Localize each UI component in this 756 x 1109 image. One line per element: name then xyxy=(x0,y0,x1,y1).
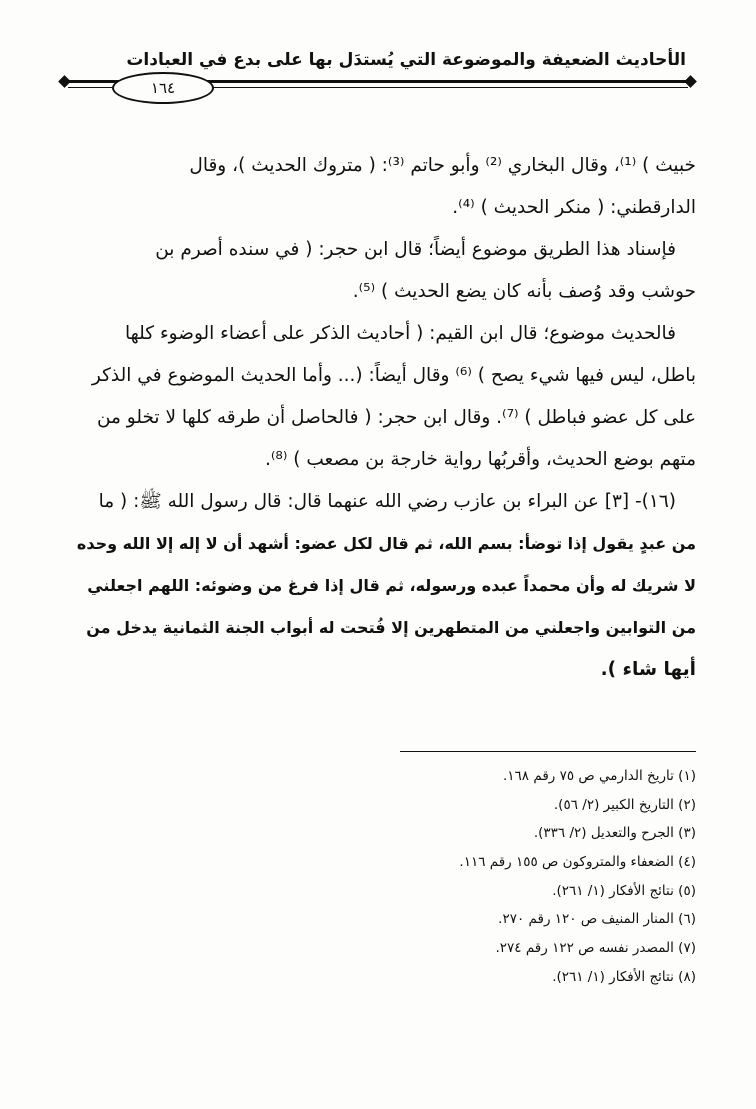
footnote-3: (٣) الجرح والتعديل (٢/ ٣٣٦). xyxy=(533,825,696,842)
text-line: على كل عضو فباطل ) ⁽⁷⁾. وقال ابن حجر: ( فالحاصل أن طرقه كلها لا تخلو من xyxy=(96,407,696,428)
right-diamond-ornament xyxy=(684,75,697,88)
footnote-separator xyxy=(400,751,696,752)
text-line: فالحديث موضوع؛ قال ابن القيم: ( أحاديث الذكر على أعضاء الوضوء كلها xyxy=(125,323,676,344)
footnote-7: (٧) المصدر نفسه ص ١٢٢ رقم ٢٧٤. xyxy=(495,940,696,957)
hadith-text-line: أيها شاء ). xyxy=(600,659,696,680)
footnotes xyxy=(276,762,696,992)
footnote-1: (١) تاريخ الدارمي ص ٧٥ رقم ١٦٨. xyxy=(503,768,696,784)
header-rule-thin-right xyxy=(212,87,688,88)
page-number: ١٦٤ xyxy=(112,72,214,104)
footnote-2: (٢) التاريخ الكبير (٢/ ٥٦). xyxy=(553,796,696,813)
text-line: متهم بوضع الحديث، وأقربُها رواية خارجة بن مصعب ) ⁽⁸⁾. xyxy=(264,449,696,470)
footnote-6: (٦) المنار المنيف ص ١٢٠ رقم ٢٧٠. xyxy=(498,911,696,928)
text-line: حوشب وقد وُصف بأنه كان يضع الحديث ) ⁽⁵⁾. xyxy=(352,281,696,302)
text-line: خبيث ) ⁽¹⁾، وقال البخاري ⁽²⁾ وأبو حاتم ⁽³⁾: ( متروك الحديث )، وقال xyxy=(189,155,696,176)
footnote-8: (٨) نتائج الأفكار (١/ ٢٦١). xyxy=(552,968,696,985)
header-rule-thin-left xyxy=(68,87,112,88)
footnote-4: (٤) الضعفاء والمتروكون ص ١٥٥ رقم ١١٦. xyxy=(459,854,696,871)
main-text xyxy=(76,145,696,691)
hadith-text-line: من التوابين واجعلني من المتطهرين إلا فُتحت له أبواب الجنة الثمانية يدخل من xyxy=(86,618,696,637)
hadith-text-line: لا شريك له وأن محمداً عبده ورسوله، ثم قال إذا فرغ من وضوئه: اللهم اجعلني xyxy=(87,576,696,595)
footnote-5: (٥) نتائج الأفكار (١/ ٢٦١). xyxy=(552,882,696,899)
hadith-heading-line: (١٦)- [٣] عن البراء بن عازب رضي الله عنهما قال: قال رسول الله ﷺ: ( ما xyxy=(98,491,676,512)
text-line: باطل، ليس فيها شيء يصح ) ⁽⁶⁾ وقال أيضاً: (... وأما الحديث الموضوع في الذكر xyxy=(91,365,696,386)
hadith-text-line: من عبدٍ يقول إذا توضأ: بسم الله، ثم قال لكل عضو: أشهد أن لا إله إلا الله وحده xyxy=(76,534,696,553)
running-header-title: الأحاديث الضعيفة والموضوعة التي يُستدَل بها على بدع في العبادات xyxy=(126,50,686,70)
text-line: الدارقطني: ( منكر الحديث ) ⁽⁴⁾. xyxy=(452,197,696,218)
text-line: فإسناد هذا الطريق موضوع أيضاً؛ قال ابن حجر: ( في سنده أصرم بن xyxy=(155,239,676,260)
